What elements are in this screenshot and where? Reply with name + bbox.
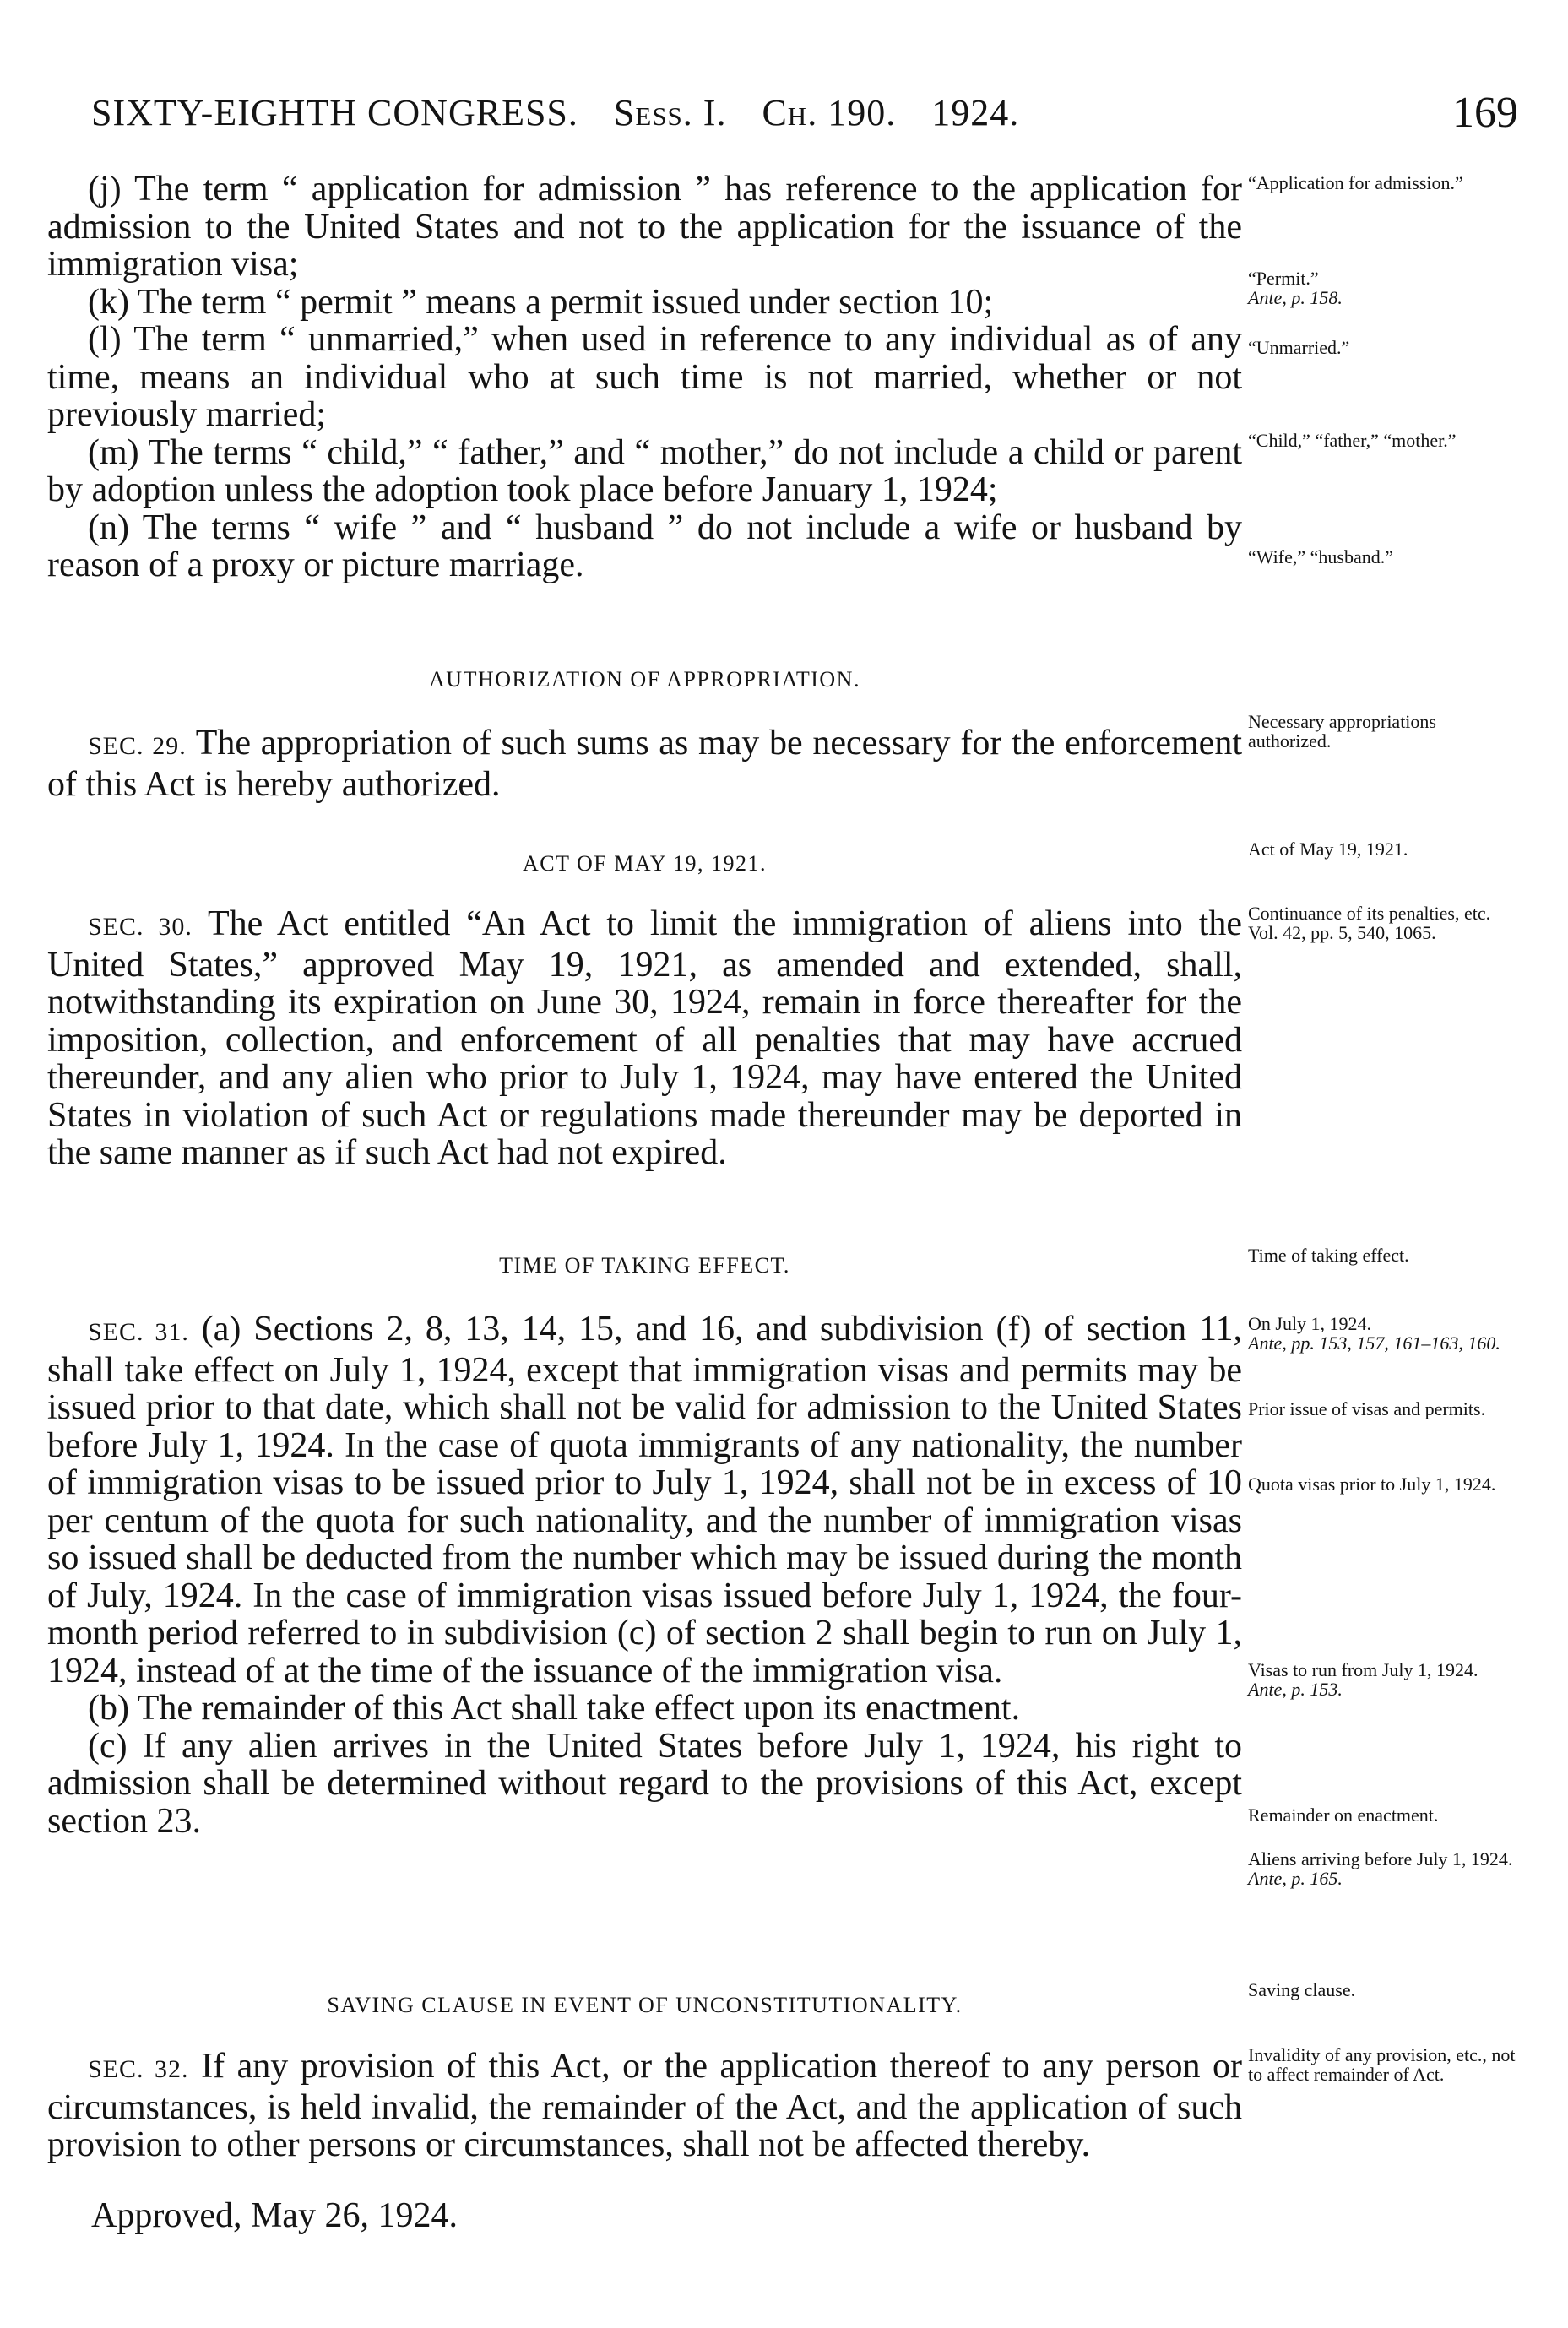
section-30 — [47, 905, 1242, 1172]
section-32-text: If any provision of this Act, or the application thereof to any person or circumstances, is held invalid, the remainder of the Act, and the application of such provision to other persons or circumstances, shall not be affected thereby. — [47, 2047, 1242, 2164]
definition-j: (j) The term “ application for admission ” has reference to the application for admission to the United States and not to the application for the issuance of the immigration visa; — [47, 170, 1242, 284]
margin-note-quota-visas: Quota visas prior to July 1, 1924. — [1248, 1473, 1496, 1495]
section-32-heading: SAVING CLAUSE IN EVENT OF UNCONSTITUTIONALITY. — [327, 1993, 963, 2017]
definition-k: (k) The term “ permit ” means a permit issued under section 10; — [88, 282, 994, 322]
page-header — [91, 91, 1518, 145]
margin-note-unmarried: “Unmarried.” — [1248, 337, 1350, 358]
margin-note-visas-run-title: Visas to run from July 1, 1924. — [1248, 1659, 1478, 1680]
margin-note-visas-run-ref: Ante, p. 153. — [1248, 1679, 1343, 1700]
section-29 — [47, 724, 1242, 803]
margin-note-prior-issue: Prior issue of visas and permits. — [1248, 1398, 1486, 1419]
definition-l: (l) The term “ unmarried,” when used in reference to any individual as of any time, means an individual who at such time is not married, whether or not previously married; — [47, 320, 1242, 434]
margin-note-on-july-title: On July 1, 1924. — [1248, 1313, 1372, 1334]
definition-n: (n) The terms “ wife ” and “ husband ” do not include a wife or husband by reason of a proxy or picture marriage. — [47, 507, 1242, 584]
margin-note-visas-run — [1248, 1660, 1522, 1699]
margin-note-on-july — [1248, 1314, 1522, 1353]
section-31-b: (b) The remainder of this Act shall take effect upon its enactment. — [88, 1689, 1021, 1728]
session: Sess. I. — [613, 92, 727, 133]
section-30-heading: ACT OF MAY 19, 1921. — [522, 851, 768, 876]
congress-title: SIXTY-EIGHTH CONGRESS. — [91, 92, 578, 133]
margin-note-wife: “Wife,” “husband.” — [1248, 546, 1393, 567]
margin-note-continuance — [1248, 904, 1522, 942]
section-31-heading: TIME OF TAKING EFFECT. — [499, 1253, 790, 1278]
margin-note-invalidity: Invalidity of any provision, etc., not to affect remainder of Act. — [1248, 2044, 1516, 2085]
margin-note-on-july-ref: Ante, pp. 153, 157, 161–163, 160. — [1248, 1332, 1500, 1354]
margin-note-aliens — [1248, 1849, 1522, 1888]
definitions-block — [47, 171, 1242, 584]
margin-note-saving: Saving clause. — [1248, 1979, 1356, 2000]
section-31-label: SEC. 31. — [88, 1318, 189, 1346]
margin-note-application: “Application for admission.” — [1248, 172, 1463, 193]
section-31 — [47, 1311, 1242, 1840]
approved-line: Approved, May 26, 1924. — [91, 2196, 458, 2235]
margin-note-vol-ref: Vol. 42, pp. 5, 540, 1065. — [1248, 922, 1436, 943]
section-29-heading: AUTHORIZATION OF APPROPRIATION. — [429, 667, 860, 692]
margin-note-appropriations: Necessary appropriations authorized. — [1248, 711, 1436, 752]
margin-note-child: “Child,” “father,” “mother.” — [1248, 430, 1457, 451]
margin-note-aliens-ref: Ante, p. 165. — [1248, 1868, 1343, 1889]
section-29-label: SEC. 29. — [88, 732, 187, 760]
year: 1924. — [931, 92, 1020, 133]
section-29-text: The appropriation of such sums as may be necessary for the enforcement of this Act is hereby authorized. — [47, 724, 1242, 804]
margin-note-permit-title: “Permit.” — [1248, 268, 1319, 289]
section-30-text: The Act entitled “An Act to limit the immigration of aliens into the United States,” approved May 19, 1921, as amended and extended, shall, notwithstanding its expiration on June 30, 1924, remain in force thereafter for the imposition, collection, and enforcement of all penalties that may have accrued thereunder, and any alien who prior to July 1, 1924, may have entered the United States in violation of such Act or regulations made thereunder may be deported in the same manner as if such Act had not expired. — [47, 904, 1242, 1172]
definition-m: (m) The terms “ child,” “ father,” and “ mother,” do not include a child or parent by adoption unless the adoption took place before January 1, 1924; — [47, 432, 1242, 509]
section-32 — [47, 2048, 1242, 2164]
margin-note-permit — [1248, 269, 1522, 307]
section-30-label: SEC. 30. — [88, 913, 193, 941]
margin-note-remainder: Remainder on enactment. — [1248, 1804, 1439, 1826]
margin-note-time-effect: Time of taking effect. — [1248, 1245, 1409, 1266]
margin-note-continuance-title: Continuance of its penalties, etc. — [1248, 903, 1491, 924]
margin-note-act-1921: Act of May 19, 1921. — [1248, 838, 1408, 860]
margin-note-aliens-title: Aliens arriving before July 1, 1924. — [1248, 1848, 1513, 1869]
page-number: 169 — [1452, 89, 1518, 137]
section-31-c: (c) If any alien arrives in the United States before July 1, 1924, his right to admission shall be determined without regard to the provisions of this Act, except section 23. — [47, 1726, 1242, 1841]
section-32-label: SEC. 32. — [88, 2055, 189, 2083]
margin-note-permit-ref: Ante, p. 158. — [1248, 287, 1343, 308]
section-31-a: (a) Sections 2, 8, 13, 14, 15, and 16, and subdivision (f) of section 11, shall take effect on July 1, 1924, except that immigration visas and permits may be issued prior to that date, which shall not be valid for admission to the United States before July 1, 1924. In the case of quota immigrants of any nationality, the number of immigration visas to be issued prior to July 1, 1924, shall not be in excess of 10 per centum of the quota for such nationality, and the number of immigration visas so issued shall be deducted from the number which may be issued during the month of July, 1924. In the case of immigration visas issued before July 1, 1924, the four-month period referred to in subdivision (c) of section 2 shall begin to run on July 1, 1924, instead of at the time of the issuance of the immigration visa. — [47, 1310, 1242, 1690]
chapter: Ch. 190. — [762, 92, 897, 133]
running-head — [91, 91, 1019, 134]
